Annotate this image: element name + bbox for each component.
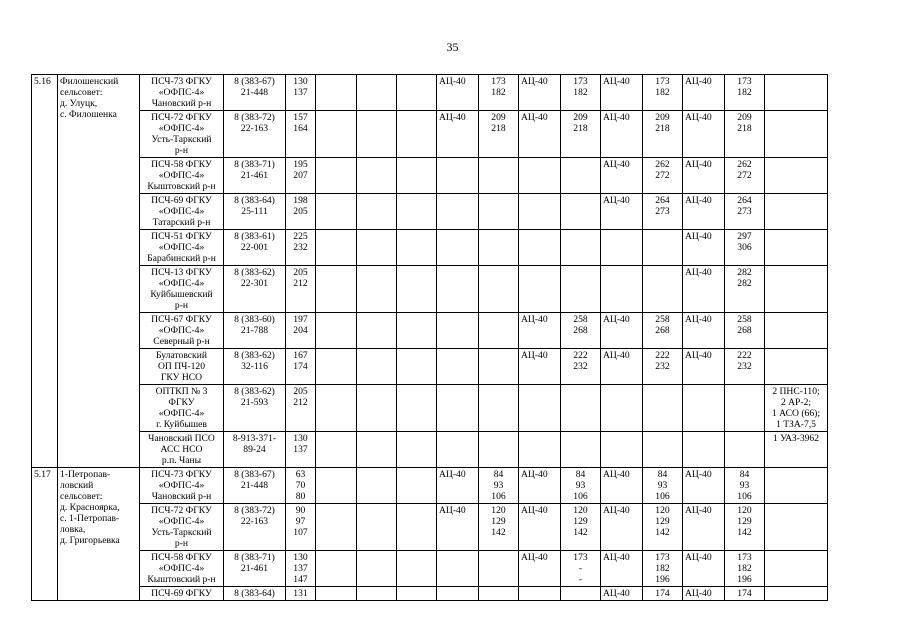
vehicle-cell: АЦ-40 [601,313,643,349]
empty-cell [357,194,397,230]
vehicle-cell: АЦ-40 [683,587,725,601]
empty-cell [397,111,437,158]
vehicle-cell [437,313,479,349]
time-cell [479,230,519,266]
extra-equipment-cell [765,313,828,349]
empty-cell [357,75,397,111]
time-cell: 297 306 [725,230,765,266]
empty-cell [357,158,397,194]
time-cell [479,266,519,313]
time-cell: 173 182 196 [725,551,765,587]
vehicle-cell: АЦ-40 [683,111,725,158]
distance-cell: 195 207 [286,158,316,194]
vehicle-cell [437,385,479,432]
empty-cell [397,75,437,111]
unit-cell: ПСЧ-73 ФГКУ «ОФПС-4» Чановский р-н [140,468,224,504]
phone-cell: 8 (383-72) 22-163 [224,111,286,158]
time-cell [561,158,601,194]
empty-cell [357,385,397,432]
empty-cell [316,158,357,194]
phone-cell: 8 (383-60) 21-788 [224,313,286,349]
time-cell [479,385,519,432]
unit-cell: ПСЧ-58 ФГКУ «ОФПС-4» Кыштовский р-н [140,158,224,194]
time-cell: 84 93 106 [643,468,683,504]
vehicle-cell: АЦ-40 [519,504,561,551]
empty-cell [357,349,397,385]
time-cell [561,587,601,601]
time-cell [643,230,683,266]
empty-cell [397,158,437,194]
empty-cell [357,432,397,468]
distance-cell: 130 137 147 [286,551,316,587]
time-cell [561,432,601,468]
time-cell: 209 218 [479,111,519,158]
table-row [32,194,828,230]
phone-cell: 8 (383-71) 21-461 [224,158,286,194]
time-cell: 173 182 [725,75,765,111]
table-row [32,266,828,313]
distance-cell: 131 [286,587,316,601]
vehicle-cell [519,432,561,468]
vehicle-cell [437,587,479,601]
settlement-cell: Филошенский сельсовет: д. Улуцк, с. Филошенка [58,75,140,468]
unit-cell: Булатовский ОП ПЧ-120 ГКУ НСО [140,349,224,385]
time-cell: 120 129 142 [561,504,601,551]
vehicle-cell [601,432,643,468]
empty-cell [397,313,437,349]
vehicle-cell: АЦ-40 [601,75,643,111]
extra-equipment-cell [765,587,828,601]
extra-equipment-cell [765,194,828,230]
vehicle-cell: АЦ-40 [683,349,725,385]
fire-service-table [31,74,828,601]
vehicle-cell [437,551,479,587]
distance-cell: 167 174 [286,349,316,385]
empty-cell [316,468,357,504]
phone-cell: 8 (383-72) 22-163 [224,504,286,551]
time-cell [479,551,519,587]
empty-cell [316,504,357,551]
unit-cell: ПСЧ-73 ФГКУ «ОФПС-4» Чановский р-н [140,75,224,111]
time-cell [643,432,683,468]
empty-cell [357,266,397,313]
phone-cell: 8 (383-61) 22-001 [224,230,286,266]
empty-cell [316,230,357,266]
vehicle-cell: АЦ-40 [601,111,643,158]
extra-equipment-cell [765,111,828,158]
settlement-cell: 1-Петропав- ловский сельсовет: д. Красноярка, с. 1-Петропав- ловка, д. Григорьевка [58,468,140,601]
time-cell: 84 93 106 [725,468,765,504]
extra-equipment-cell [765,468,828,504]
empty-cell [316,313,357,349]
time-cell: 173 - - [561,551,601,587]
table-row [32,158,828,194]
vehicle-cell: АЦ-40 [519,468,561,504]
empty-cell [397,194,437,230]
distance-cell: 63 70 80 [286,468,316,504]
table-row [32,551,828,587]
time-cell: 282 282 [725,266,765,313]
vehicle-cell [519,194,561,230]
distance-cell: 130 137 [286,432,316,468]
phone-cell: 8-913-371- 89-24 [224,432,286,468]
table-body [32,75,828,601]
phone-cell: 8 (383-67) 21-448 [224,468,286,504]
time-cell: 258 268 [725,313,765,349]
vehicle-cell [601,266,643,313]
time-cell: 173 182 [643,75,683,111]
vehicle-cell [519,385,561,432]
unit-cell: ПСЧ-67 ФГКУ «ОФПС-4» Северный р-н [140,313,224,349]
time-cell: 174 [725,587,765,601]
vehicle-cell: АЦ-40 [519,551,561,587]
table-row [32,313,828,349]
vehicle-cell: АЦ-40 [519,111,561,158]
phone-cell: 8 (383-62) 21-593 [224,385,286,432]
empty-cell [316,432,357,468]
extra-equipment-cell: 2 ПНС-110; 2 АР-2; 1 АСО (66); 1 ТЗА-7,5 [765,385,828,432]
vehicle-cell: АЦ-40 [683,266,725,313]
time-cell: 84 93 106 [561,468,601,504]
phone-cell: 8 (383-64) [224,587,286,601]
time-cell: 258 268 [643,313,683,349]
time-cell [561,266,601,313]
empty-cell [357,230,397,266]
vehicle-cell [437,432,479,468]
unit-cell: ПСЧ-72 ФГКУ «ОФПС-4» Усть-Таркский р-н [140,504,224,551]
time-cell [643,385,683,432]
time-cell [725,432,765,468]
vehicle-cell: АЦ-40 [601,587,643,601]
vehicle-cell: АЦ-40 [519,349,561,385]
vehicle-cell [437,194,479,230]
extra-equipment-cell: 1 УАЗ-3962 [765,432,828,468]
table-row [32,111,828,158]
unit-cell: Чановский ПСО АСС НСО р.п. Чаны [140,432,224,468]
phone-cell: 8 (383-64) 25-111 [224,194,286,230]
time-cell [561,194,601,230]
time-cell: 209 218 [561,111,601,158]
phone-cell: 8 (383-62) 22-301 [224,266,286,313]
vehicle-cell: АЦ-40 [601,194,643,230]
empty-cell [357,587,397,601]
extra-equipment-cell [765,504,828,551]
vehicle-cell: АЦ-40 [519,75,561,111]
vehicle-cell [683,385,725,432]
empty-cell [357,111,397,158]
table-row [32,385,828,432]
distance-cell: 157 164 [286,111,316,158]
empty-cell [397,432,437,468]
vehicle-cell [437,230,479,266]
empty-cell [316,266,357,313]
time-cell: 173 182 [479,75,519,111]
time-cell: 120 129 142 [725,504,765,551]
time-cell [479,158,519,194]
time-cell: 84 93 106 [479,468,519,504]
unit-cell: ПСЧ-13 ФГКУ «ОФПС-4» Куйбышевский р-н [140,266,224,313]
vehicle-cell: АЦ-40 [437,468,479,504]
vehicle-cell [683,432,725,468]
extra-equipment-cell [765,158,828,194]
extra-equipment-cell [765,75,828,111]
time-cell [561,230,601,266]
time-cell: 209 218 [725,111,765,158]
time-cell: 222 232 [643,349,683,385]
vehicle-cell: АЦ-40 [683,158,725,194]
empty-cell [316,111,357,158]
section-number-cell: 5.16 [32,75,58,468]
unit-cell: ПСЧ-69 ФГКУ [140,587,224,601]
empty-cell [316,349,357,385]
unit-cell: ПСЧ-51 ФГКУ «ОФПС-4» Барабинский р-н [140,230,224,266]
empty-cell [397,266,437,313]
empty-cell [357,504,397,551]
extra-equipment-cell [765,349,828,385]
empty-cell [397,504,437,551]
page-number: 35 [446,40,459,54]
vehicle-cell: АЦ-40 [601,158,643,194]
vehicle-cell [437,158,479,194]
empty-cell [397,349,437,385]
vehicle-cell: АЦ-40 [601,349,643,385]
vehicle-cell: АЦ-40 [683,504,725,551]
vehicle-cell [437,349,479,385]
vehicle-cell: АЦ-40 [683,194,725,230]
extra-equipment-cell [765,551,828,587]
empty-cell [316,75,357,111]
vehicle-cell: АЦ-40 [683,551,725,587]
empty-cell [357,551,397,587]
time-cell [643,266,683,313]
table-row [32,468,828,504]
phone-cell: 8 (383-62) 32-116 [224,349,286,385]
distance-cell: 197 204 [286,313,316,349]
table-row [32,75,828,111]
vehicle-cell: АЦ-40 [601,468,643,504]
phone-cell: 8 (383-71) 21-461 [224,551,286,587]
phone-cell: 8 (383-67) 21-448 [224,75,286,111]
empty-cell [316,587,357,601]
vehicle-cell: АЦ-40 [683,468,725,504]
empty-cell [316,385,357,432]
distance-cell: 90 97 107 [286,504,316,551]
table-row [32,230,828,266]
empty-cell [316,551,357,587]
time-cell: 120 129 142 [479,504,519,551]
time-cell: 209 218 [643,111,683,158]
vehicle-cell [601,385,643,432]
table-row [32,432,828,468]
unit-cell: ОПТКП № 3 ФГКУ «ОФПС-4» г. Куйбышев [140,385,224,432]
distance-cell: 205 212 [286,385,316,432]
vehicle-cell [519,158,561,194]
vehicle-cell [519,230,561,266]
vehicle-cell [601,230,643,266]
extra-equipment-cell [765,266,828,313]
time-cell [479,349,519,385]
time-cell [561,385,601,432]
empty-cell [357,468,397,504]
empty-cell [316,194,357,230]
unit-cell: ПСЧ-69 ФГКУ «ОФПС-4» Татарский р-н [140,194,224,230]
time-cell: 258 268 [561,313,601,349]
distance-cell: 130 137 [286,75,316,111]
distance-cell: 225 232 [286,230,316,266]
vehicle-cell [437,266,479,313]
vehicle-cell: АЦ-40 [437,111,479,158]
distance-cell: 205 212 [286,266,316,313]
vehicle-cell: АЦ-40 [601,504,643,551]
time-cell: 264 273 [725,194,765,230]
empty-cell [397,385,437,432]
time-cell: 120 129 142 [643,504,683,551]
table-row [32,349,828,385]
extra-equipment-cell [765,230,828,266]
vehicle-cell: АЦ-40 [683,75,725,111]
time-cell: 173 182 [561,75,601,111]
vehicle-cell [519,587,561,601]
table-row [32,587,828,601]
time-cell: 262 272 [643,158,683,194]
time-cell [479,432,519,468]
empty-cell [397,587,437,601]
vehicle-cell: АЦ-40 [601,551,643,587]
time-cell: 174 [643,587,683,601]
distance-cell: 198 205 [286,194,316,230]
time-cell: 262 272 [725,158,765,194]
time-cell: 173 182 196 [643,551,683,587]
empty-cell [357,313,397,349]
vehicle-cell: АЦ-40 [437,75,479,111]
time-cell [479,313,519,349]
time-cell [479,587,519,601]
time-cell [479,194,519,230]
vehicle-cell: АЦ-40 [683,230,725,266]
empty-cell [397,551,437,587]
time-cell [725,385,765,432]
time-cell: 222 232 [561,349,601,385]
unit-cell: ПСЧ-58 ФГКУ «ОФПС-4» Кыштовский р-н [140,551,224,587]
vehicle-cell: АЦ-40 [519,313,561,349]
vehicle-cell [519,266,561,313]
unit-cell: ПСЧ-72 ФГКУ «ОФПС-4» Усть-Таркский р-н [140,111,224,158]
vehicle-cell: АЦ-40 [683,313,725,349]
vehicle-cell: АЦ-40 [437,504,479,551]
time-cell: 222 232 [725,349,765,385]
empty-cell [397,230,437,266]
section-number-cell: 5.17 [32,468,58,601]
empty-cell [397,468,437,504]
time-cell: 264 273 [643,194,683,230]
table-row [32,504,828,551]
